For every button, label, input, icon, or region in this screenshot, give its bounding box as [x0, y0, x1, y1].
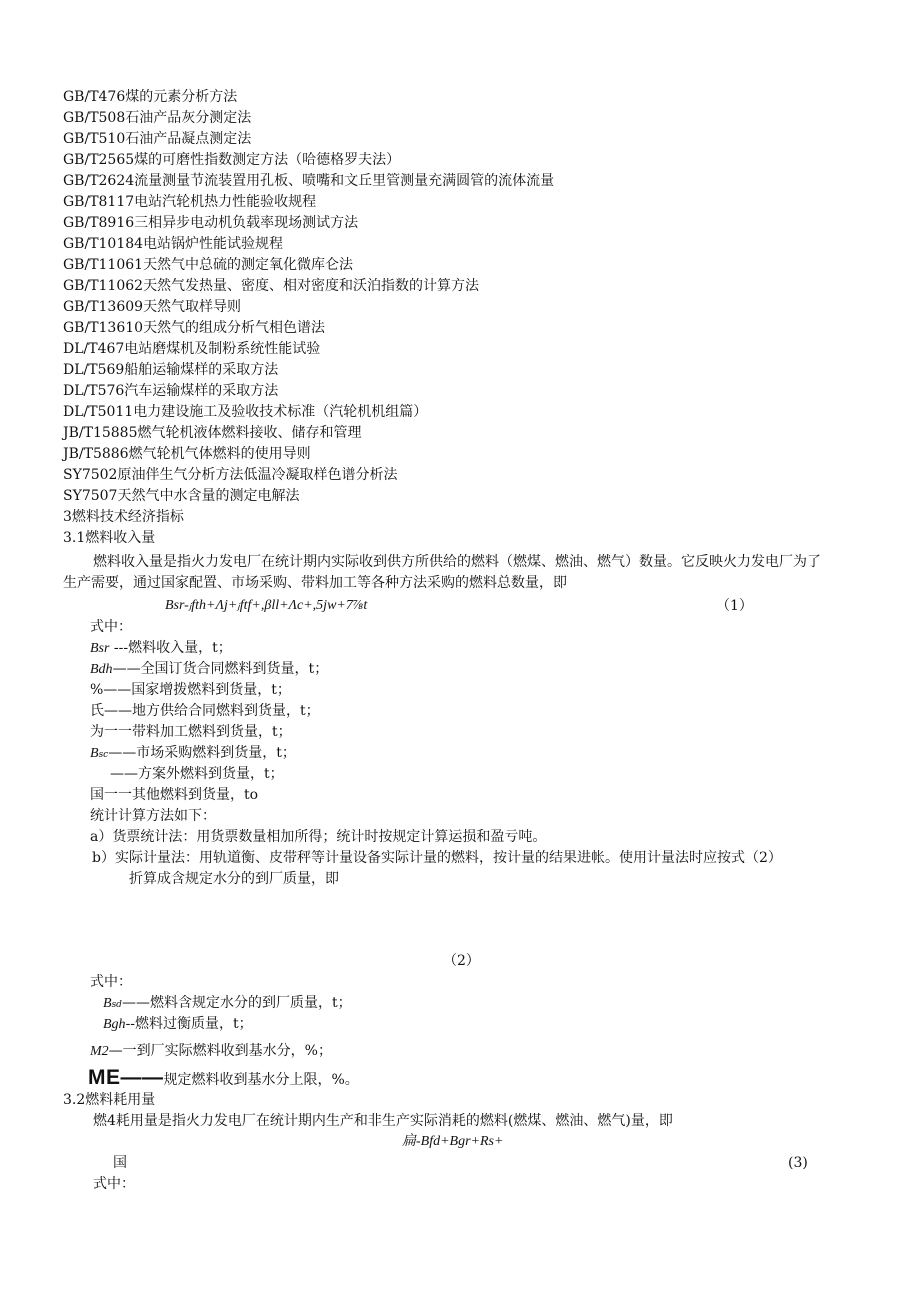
definition-text: --燃料过衡质量，t；: [125, 1016, 253, 1032]
definition-local: 氏——地方供给合同燃料到货量，t；: [90, 703, 320, 719]
definition-bsc: [90, 744, 296, 764]
standard-item: DL/T5011电力建设施工及验收技术标准（汽轮机机组篇）: [63, 404, 428, 420]
section-3-2-title: 3.2燃料耗用量: [63, 1092, 156, 1108]
where-label-2: 式中：: [90, 974, 132, 990]
standard-item: GB/T2624流量测量节流装置用孔板、喷嘴和文丘里管测量充满圆管的流体流量: [63, 173, 555, 189]
standard-item: GB/T8117电站汽轮机热力性能验收规程: [63, 194, 317, 210]
standard-item: DL/T569船舶运输煤样的采取方法: [63, 362, 279, 378]
formula-3-prefix: 国: [113, 1155, 127, 1171]
definition-bsr: [90, 639, 232, 658]
where-label: 式中：: [90, 619, 132, 635]
standard-item: JB/T5886燃气轮机气体燃料的使用导则: [63, 446, 311, 462]
standard-item: GB/T13609天然气取样导则: [63, 299, 242, 315]
standard-item: GB/T510石油产品凝点测定法: [63, 131, 252, 147]
symbol: ME——: [88, 1066, 164, 1089]
standard-item: GB/T11062天然气发热量、密度、相对密度和沃泊指数的计算方法: [63, 278, 480, 294]
symbol: Bdh: [90, 662, 113, 677]
standard-item: JB/T15885燃气轮机液体燃料接收、储存和管理: [63, 425, 362, 441]
standard-item: GB/T8916三相异步电动机负载率现场测试方法: [63, 215, 359, 231]
symbol: Bsr: [90, 641, 110, 656]
equation-number-2: （2）: [443, 953, 480, 969]
item-b-continuation: 折算成含规定水分的到厂质量，即: [129, 871, 339, 887]
definition-text: ——全国订货合同燃料到货量，t；: [112, 661, 329, 677]
symbol: B: [90, 746, 99, 761]
definition-other: 国一一其他燃料到货量，to: [90, 787, 259, 803]
standard-item: GB/T508石油产品灰分测定法: [63, 110, 252, 126]
standard-item: GB/T11061天然气中总硫的测定氧化微库仑法: [63, 257, 354, 273]
definition-text: 规定燃料收到基水分上限，%。: [163, 1072, 359, 1088]
definition-text: ——燃料含规定水分的到厂质量，t；: [121, 995, 352, 1011]
standard-item: DL/T467电站磨煤机及制粉系统性能试验: [63, 341, 321, 357]
definition-bsd: [103, 994, 352, 1014]
standard-item: SY7502原油伴生气分析方法低温冷凝取样色谱分析法: [63, 467, 398, 483]
symbol-subscript: sc: [98, 750, 109, 760]
section-3-1-title: 3.1燃料收入量: [63, 530, 156, 546]
where-label-3: 式中：: [93, 1176, 135, 1192]
standard-item: SY7507天然气中水含量的测定电解法: [63, 488, 300, 504]
definition-processing: 为一一带料加工燃料到货量，t；: [90, 724, 292, 740]
definition-text: —一到厂实际燃料收到基水分，%；: [108, 1043, 332, 1059]
section-3-title: 3燃料技术经济指标: [63, 509, 184, 525]
section-3-2-paragraph: 燃4耗用量是指火力发电厂在统计期内生产和非生产实际消耗的燃料(燃煤、燃油、燃气)量，即: [93, 1113, 673, 1129]
item-a: a）货票统计法：用货票数量相加所得；统计时按规定计算运损和盈亏吨。: [90, 829, 547, 845]
standard-item: GB/T2565煤的可磨性指数测定方法（哈德格罗夫法）: [63, 152, 401, 168]
item-b: b）实际计量法：用轨道衡、皮带秤等计量设备实际计量的燃料，按计量的结果进帐。使用计量法时应按式（2）: [92, 850, 782, 866]
standard-item: GB/T476煤的元素分析方法: [63, 89, 238, 105]
definition-me: [88, 1066, 359, 1092]
formula-3: 扁-Bfd+Bgr+Rs+: [402, 1134, 504, 1149]
definition-text: ——市场采购燃料到货量，t；: [108, 745, 296, 761]
definition-m2: [90, 1042, 332, 1061]
symbol: M2: [90, 1044, 109, 1059]
standard-item: DL/T576汽车运输煤样的采取方法: [63, 383, 279, 399]
definition-bdh: [90, 660, 328, 679]
standard-item: GB/T13610天然气的组成分析气相色谱法: [63, 320, 326, 336]
formula-1: Bsr-ⱼfth+Λj+ⱼftf+,βll+Λc+,5jw+7⅞t: [165, 598, 368, 613]
definition-out-of-plan: ——方案外燃料到货量，t；: [110, 766, 284, 782]
equation-number-3: (3): [788, 1155, 808, 1171]
symbol: B: [103, 996, 112, 1011]
calc-intro: 统计计算方法如下：: [90, 808, 216, 824]
definition-national: %——国家增拨燃料到货量，t；: [90, 682, 291, 698]
symbol-subscript: sd: [111, 1000, 122, 1010]
standard-item: GB/T10184电站锅炉性能试验规程: [63, 236, 284, 252]
symbol: Bgh: [103, 1017, 126, 1032]
definition-bgh: [103, 1015, 253, 1034]
definition-text: ---燃料收入量，t；: [109, 640, 232, 656]
equation-number-1: （1）: [716, 598, 753, 614]
section-3-1-paragraph: 燃料收入量是指火力发电厂在统计期内实际收到供方所供给的燃料（燃煤、燃油、燃气）数量。它反映火力发电厂为了生产需要，通过国家配置、市场采购、带料加工等各种方法采购的燃料总数量，即: [63, 554, 821, 591]
